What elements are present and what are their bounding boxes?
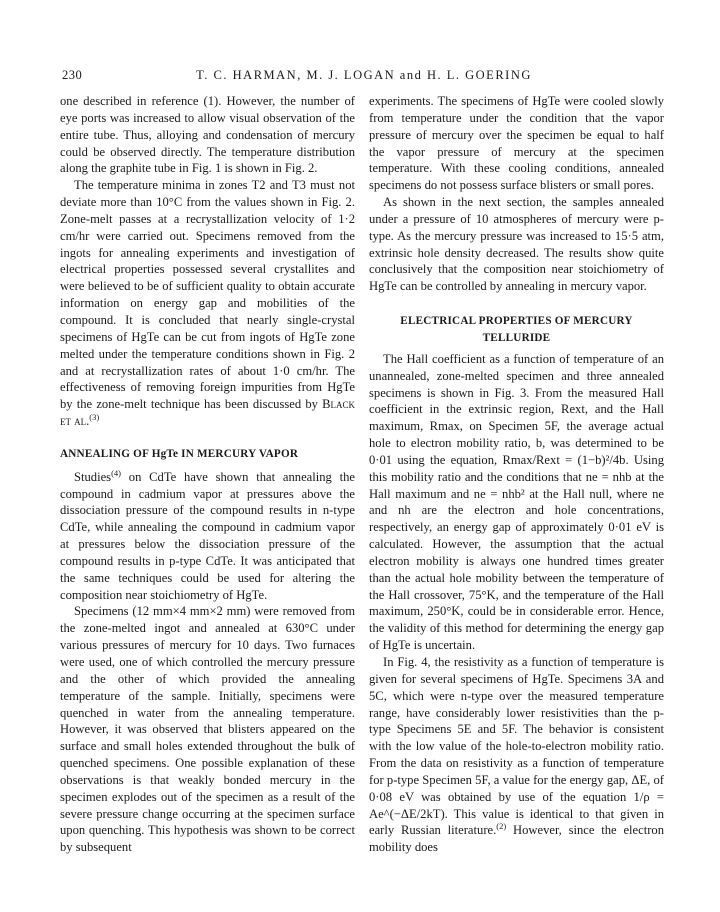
right-column [369,93,664,856]
paragraph: one described in reference (1). However, the number of eye ports was increased to allow visual observation of the entire tube. Thus, alloying and condensation of mercury could be observed directly. The temperature distribution along the graphite tube in Fig. 1 is shown in Fig. 2. [60,94,355,176]
citation-ref: (4) [111,467,122,478]
paragraph: experiments. The specimens of HgTe were cooled slowly from temperature under the condition that the vapor pressure of mercury over the specimen be equal to half the vapor pressure of mercury at the specimen temperature. With these cooling conditions, annealed specimens do not possess surface blisters or small pores. [369,94,664,193]
citation-ref: (2) [496,821,507,832]
running-header [62,68,666,86]
citation-ref: (3) [89,411,100,422]
left-column [60,93,355,856]
paragraph: Studies$^{(4)}$ on CdTe have shown that annealing the compound in cadmium vapor at pressures above the dissociation pressure of the compound results in n-type CdTe, while annealing the compound in cadmium vapor at pressures below the dissociation pressure of the compound results in p-type CdTe. It was anticipated that the same techniques could be used for altering the composition near stoichiometry of HgTe. [60,467,355,602]
paragraph: Specimens (12 mm×4 mm×2 mm) were removed from the zone-melted ingot and annealed at 630°C under various pressures of mercury for 10 days. Two furnaces were used, one of which controlled the mercury pressure and the other of which provided the annealing temperature of the sample. Initially, specimens were quenched in water from the annealing temperature. However, it was observed that blisters appeared on the surface and small holes extended throughout the bulk of quenched specimens. One possible explanation of these observations is that weakly bonded mercury in the specimen explodes out of the specimen as a result of the severe pressure change occurring at the specimen surface upon quenching. This hypothesis was shown to be correct by subsequent [60,604,355,855]
section-heading: ANNEALING OF HgTe IN MERCURY VAPOR [60,447,299,460]
citation-name: Black et al. [60,397,355,429]
paragraph: As shown in the next section, the samples annealed under a pressure of 10 atmospheres of mercury were p-type. As the mercury pressure was increased to 15·5 atm, extrinsic hole density decreased. The results show quite conclusively that the composition near stoichiometry of HgTe can be controlled by annealing in mercury vapor. [369,195,664,294]
paragraph: The Hall coefficient as a function of temperature of an unannealed, zone-melted specimen and three annealed specimens is shown in Fig. 3. From the measured Hall coefficient in the extrinsic region, Rext, and the Hall maximum, Rmax, on Specimen 5F, the average actual hole to electron mobility ratio, b, was determined to be 0·01 using the equation, Rmax/Rext = (1−b)²/4b. Using this mobility ratio and the conditions that ne = nhb at the Hall maximum and ne = nhb² at the Hall null, where ne and nh are the electron and hole concentrations, respectively, an energy gap of approximately 0·01 eV is calculated. However, the assumption that the actual electron mobility is always one hundred times greater than the actual hole mobility between the temperature of the Hall crossover, 75°K, and the temperature of the Hall maximum, 250°K, could be in considerable error. Hence, the validity of this method for determining the energy gap of HgTe is uncertain. [369,351,664,653]
paragraph: The temperature minima in zones T2 and T3 must not deviate more than 10°C from the values shown in Fig. 2. Zone-melt passes at a recrystallization velocity of 1·2 cm/hr were carried out. Specimens removed from the ingots for annealing experiments and investigation of electrical properties possessed several crystallites and were believed to be of sufficient quality to obtain accurate information on energy gap and mobilities of the compound. It is concluded that nearly single-crystal specimens of HgTe can be cut from ingots of HgTe zone melted under the temperature conditions shown in Fig. 2 and at recrystallization rates of about 1·0 cm/hr. The effectiveness of removing foreign impurities from HgTe by the zone-melt technique has been discussed by Black et al.$^{(3)}$ [60,178,355,429]
section-heading: ELECTRICAL PROPERTIES OF MERCURY TELLURIDE [400,315,633,344]
paragraph: In Fig. 4, the resistivity as a function of temperature is given for several specimens of HgTe. Specimens 3A and 5C, which were n-type over the measured temperature range, have considerably lower resistivities than the p-type Specimens 5E and 5F. The behavior is consistent with the low value of the hole-to-electron mobility ratio. From the data on resistivity as a function of temperature for p-type Specimen 5F, a value for the energy gap, ΔE, of 0·08 eV was obtained by use of the equation 1/ρ = Ae^(−ΔE/2kT). This value is identical to that given in early Russian literature.$^{(2)}$ However, since the electron mobility does [369,655,665,855]
page-number: 230 [62,68,83,82]
running-title: T. C. HARMAN, M. J. LOGAN and H. L. GOERING [196,68,532,82]
